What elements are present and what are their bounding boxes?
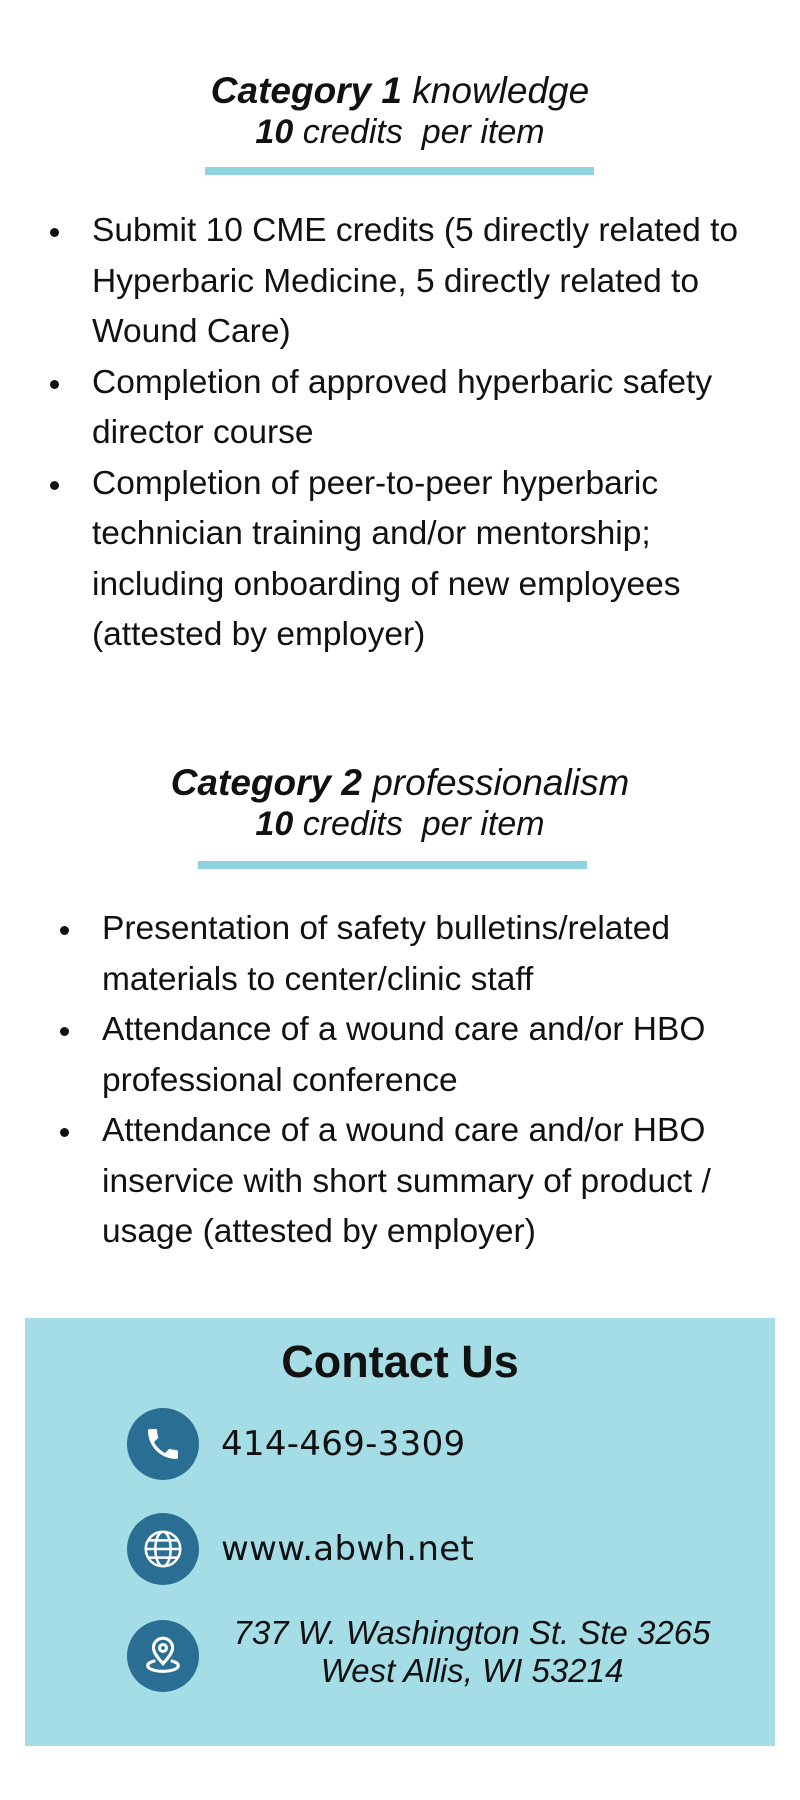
category-2-divider — [198, 861, 587, 869]
category-1-list — [30, 206, 790, 661]
list-item — [30, 358, 790, 459]
list-item — [40, 904, 785, 1005]
category-2-credits-text: credits per item — [302, 805, 545, 843]
list-item-text: Submit 10 CME credits (5 directly related to Hyperbaric Medicine, 5 directly related to Wound Care) — [92, 212, 739, 350]
contact-phone[interactable]: 414-469-3309 — [221, 1424, 466, 1464]
list-item-text: Presentation of safety bulletins/related materials to center/clinic staff — [102, 910, 670, 998]
category-1-divider — [205, 167, 594, 175]
contact-website[interactable]: www.abwh.net — [221, 1529, 475, 1569]
category-1-title — [0, 70, 800, 112]
list-item-text: Completion of approved hyperbaric safety director course — [92, 363, 713, 451]
bullet — [50, 380, 59, 389]
list-item — [40, 1106, 785, 1258]
category-2-title-bold: Category 2 — [170, 762, 362, 803]
category-2-list — [40, 904, 785, 1258]
bullet — [50, 481, 59, 490]
bullet — [60, 1027, 69, 1036]
list-item-text: Attendance of a wound care and/or HBO professional conference — [102, 1011, 706, 1099]
category-1-credits-text: credits per item — [302, 113, 545, 151]
category-1-title-bold: Category 1 — [210, 70, 403, 111]
category-2-credits-number: 10 — [255, 805, 294, 843]
category-1-title-rest: knowledge — [412, 70, 590, 111]
category-1-credits-number: 10 — [255, 113, 294, 151]
bullet — [50, 228, 59, 237]
globe-icon — [127, 1513, 199, 1585]
category-1-header — [0, 70, 800, 152]
contact-address — [217, 1614, 727, 1690]
contact-heading: Contact Us — [281, 1336, 519, 1387]
list-item — [40, 1005, 785, 1106]
category-1-credits — [0, 112, 800, 152]
list-item-text: Attendance of a wound care and/or HBO inservice with short summary of product / usage (attested by employer) — [102, 1112, 711, 1250]
category-2-title-rest: professionalism — [372, 762, 630, 803]
list-item — [30, 206, 790, 358]
phone-icon — [127, 1408, 199, 1480]
list-item — [30, 459, 790, 661]
category-2-header — [0, 762, 800, 844]
contact-panel — [25, 1318, 775, 1746]
bullet — [60, 1128, 69, 1137]
list-item-text: Completion of peer-to-peer hyperbaric technician training and/or mentorship; including onboarding of new employees (attested by employer) — [92, 464, 681, 653]
category-2-credits — [0, 804, 800, 844]
bullet — [60, 926, 69, 935]
category-2-title — [0, 762, 800, 804]
address-line-2: West Allis, WI 53214 — [320, 1652, 624, 1689]
address-line-1: 737 W. Washington St. Ste 3265 — [233, 1614, 711, 1651]
location-pin-icon — [127, 1620, 199, 1692]
